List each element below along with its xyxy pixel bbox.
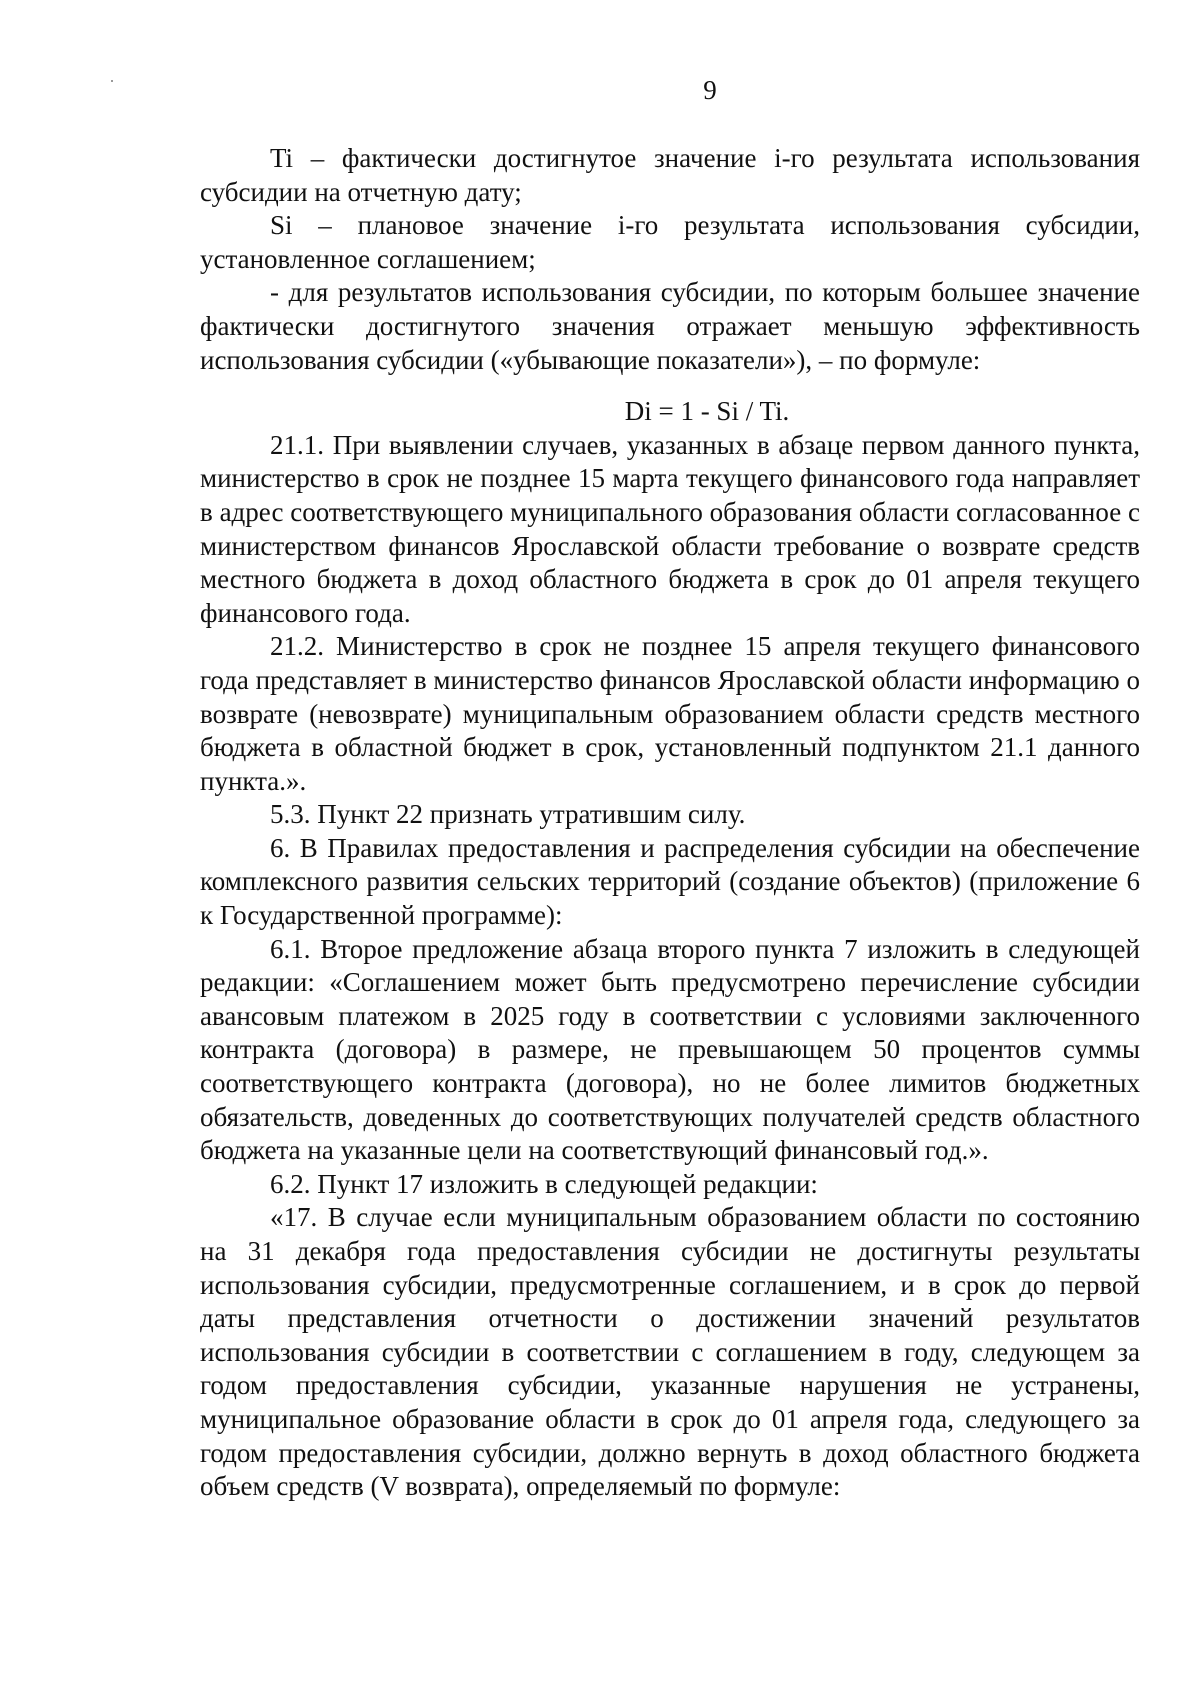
paragraph-si-definition: Si – плановое значение i-го результата использования субсидии, установленное соглашением;	[200, 210, 1140, 274]
paragraph-ti-definition: Ti – фактически достигнутое значение i-го результата использования субсидии на отчетную дату;	[200, 143, 1140, 207]
paragraph-17: «17. В случае если муниципальным образованием области по состоянию на 31 декабря года предоставления субсидии не достигнуты результаты использования субсидии, предусмотренные соглашением, и в срок до первой даты представления отчетности о достижении значений результатов использования субсидии в соответствии с соглашением в году, следующем за годом предоставления субсидии, указанные нарушения не устранены, муниципальное образование области в срок до 01 апреля года, следующего за годом предоставления субсидии, должно вернуть в доход областного бюджета объем средств (V возврата), определяемый по формуле:	[200, 1202, 1140, 1502]
paragraph-5-3: 5.3. Пункт 22 признать утратившим силу.	[270, 799, 746, 830]
paragraph-6: 6. В Правилах предоставления и распределения субсидии на обеспечение комплексного развития сельских территорий (создание объектов) (приложение 6 к Государственной программе):	[200, 832, 1140, 931]
paragraph-decreasing-indicators: - для результатов использования субсидии, по которым большее значение фактически достигнутого значения отражает меньшую эффективность использования субсидии («убывающие показатели»), – по формуле:	[200, 277, 1140, 375]
paragraph-6-1: 6.1. Второе предложение абзаца второго пункта 7 изложить в следующей редакции: «Соглашением может быть предусмотрено перечисление субсидии авансовым платежом в 2025 году в соответствии с условиями заключенного контракта (договора) в размере, не превышающем 50 процентов суммы соответствующего контракта (договора), но не более лимитов бюджетных обязательств, доведенных до соответствующих получателей средств областного бюджета на указанные цели на соответствующий финансовый год.».	[200, 933, 1140, 1166]
formula-di: Di = 1 - Si / Ti.	[624, 396, 790, 427]
paragraph-21-2: 21.2. Министерство в срок не позднее 15 апреля текущего финансового года представляет в министерство финансов Ярославской области информацию о возврате (невозврате) муниципальным образованием области средств местного бюджета в областной бюджет в срок, установленный подпунктом 21.1 данного пункта.».	[200, 631, 1140, 796]
paragraph-21-1: 21.1. При выявлении случаев, указанных в абзаце первом данного пункта, министерство в срок не позднее 15 марта текущего финансового года направляет в адрес соответствующего муниципального образования области согласованное с министерством финансов Ярославской области требование о возврате средств местного бюджета в доход областного бюджета в срок до 01 апреля текущего финансового года.	[200, 429, 1140, 628]
paragraph-6-2: 6.2. Пункт 17 изложить в следующей редакции:	[270, 1168, 818, 1199]
document-body	[200, 142, 1140, 1504]
page-number: 9	[703, 75, 717, 105]
